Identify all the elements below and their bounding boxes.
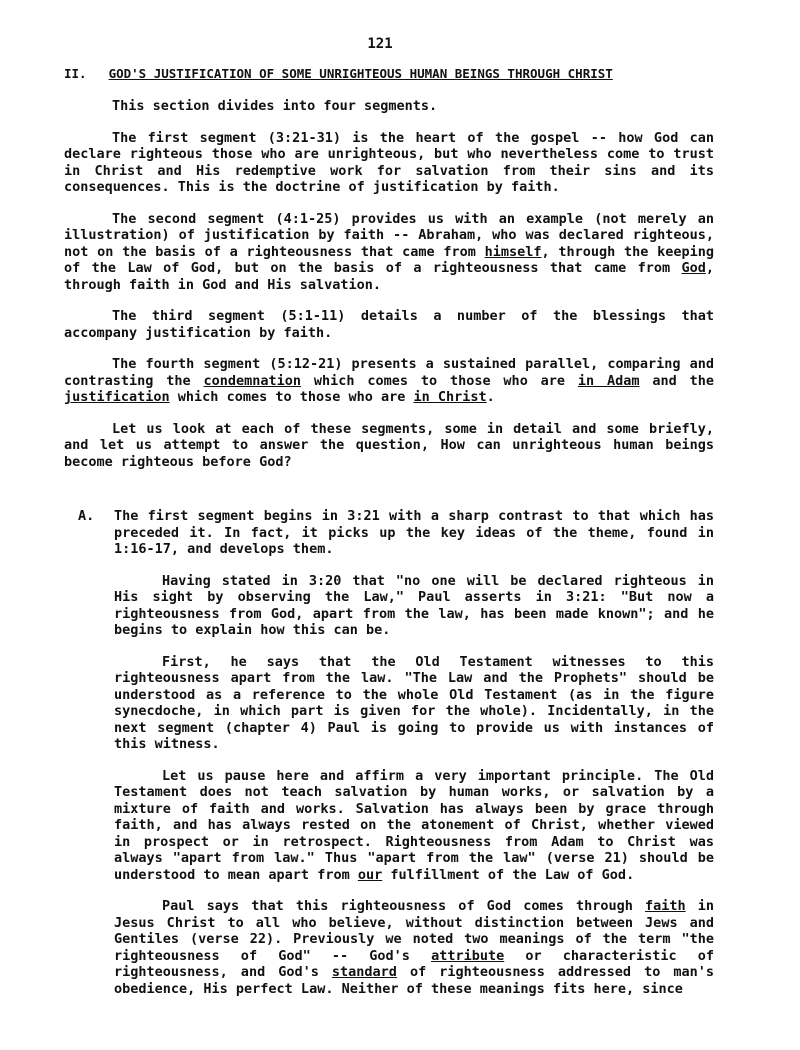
text-run: The fourth segment (5:12-21) presents a sustained parallel, comparing and contrasting the: [64, 356, 714, 389]
paragraph-third-segment: The third segment (5:1-11) details a number of the blessings that accompany justification by faith.: [64, 308, 714, 341]
paragraph-first-segment: The first segment (3:21-31) is the heart of the gospel -- how God can declare righteous those who are unrighteous, but who nevertheless come to trust in Christ and His redemptive work for salvation from their sins and its consequences. This is the doctrine of justification by faith.: [64, 129, 714, 195]
text-run: The second segment (4:1-25) provides us with an example (not merely an illustration) of justification by faith -- Abraham, who was declared righteous, not on the basis of a righteousness that came from: [64, 210, 714, 260]
underlined-term: our: [357, 866, 383, 883]
subsection-paragraph: First, he says that the Old Testament witnesses to this righteousness apart from the law. "The Law and the Prophets" should be understood as a reference to the whole Old Testament (as in the figure synecdoche, in which part is given for the whole). Incidentally, in the next segment (chapter 4) Paul is going to provide us with instances of this witness.: [114, 653, 714, 752]
text-run: and the: [639, 372, 714, 389]
subsection-paragraph: [114, 768, 714, 884]
text-run: of righteousness addressed to man's obedience, His perfect Law. Neither of these meanings fits here, since: [114, 964, 714, 997]
underlined-term: standard: [331, 964, 397, 980]
subsection-a: [64, 508, 714, 1012]
text-run: which comes to those who are: [301, 372, 578, 389]
text-run: , through faith in God and His salvation.: [64, 260, 714, 293]
text-run: in Jesus Christ to all who believe, without distinction between Jews and Gentiles (verse 22). Previously we noted two meanings of the term "the righteousness of God" -- God's: [114, 898, 714, 964]
section-heading: [64, 66, 744, 81]
text-run: fulfillment of the Law of God.: [382, 866, 635, 883]
underlined-term: justification: [64, 389, 170, 405]
underlined-term: himself: [484, 243, 542, 260]
paragraph-second-segment: [64, 211, 714, 294]
paragraph-overview: This section divides into four segments.: [112, 98, 438, 114]
section-title: GOD'S JUSTIFICATION OF SOME UNRIGHTEOUS HUMAN BEINGS THROUGH CHRIST: [108, 66, 613, 81]
underlined-term: attribute: [431, 947, 505, 964]
section-numeral: II.: [64, 66, 87, 81]
subsection-intro: The first segment begins in 3:21 with a sharp contrast to that which has preceded it. In fact, it picks up the key ideas of the theme, found in 1:16-17, and develops them.: [114, 508, 714, 557]
underlined-term: condemnation: [203, 372, 302, 389]
underlined-term: in Christ: [413, 389, 487, 405]
section-body: [64, 98, 714, 485]
paragraph-fourth-segment: [64, 356, 714, 406]
page-number: 121: [367, 36, 393, 52]
text-run: , through the keeping of the Law of God, but on the basis of a righteousness that came from: [64, 243, 715, 276]
underlined-term: in Adam: [577, 372, 640, 389]
text-run: which comes to those who are: [169, 389, 414, 405]
text-run: or characteristic of righteousness, and God's: [114, 947, 714, 980]
underlined-term: faith: [644, 898, 686, 914]
underlined-term: God: [681, 260, 706, 276]
subsection-content: [114, 508, 714, 997]
text-run: Let us pause here and affirm a very important principle. The Old Testament does not teach salvation by human works, or salvation by a mixture of faith and works. Salvation has always been by grace through faith, and has always rested on the atonement of Christ, whether viewed in prospect or in retrospect. Righteousness from Adam to Christ was always "apart from law." Thus "apart from the law" (verse 21) should be understood to mean apart from: [114, 767, 714, 883]
text-run: .: [486, 389, 495, 405]
subsection-paragraph: Having stated in 3:20 that "no one will be declared righteous in His sight by observing the Law," Paul asserts in 3:21: "But now a righteousness from God, apart from the law, has been made known"; and he begins to explain how this can be.: [114, 572, 714, 638]
subsection-marker: A.: [78, 508, 95, 524]
paragraph-question: Let us look at each of these segments, some in detail and some briefly, and let us attempt to answer the question, How can unrighteous human beings become righteous before God?: [64, 420, 714, 470]
text-run: Paul says that this righteousness of God comes through: [162, 898, 645, 914]
subsection-paragraph: [114, 898, 714, 997]
